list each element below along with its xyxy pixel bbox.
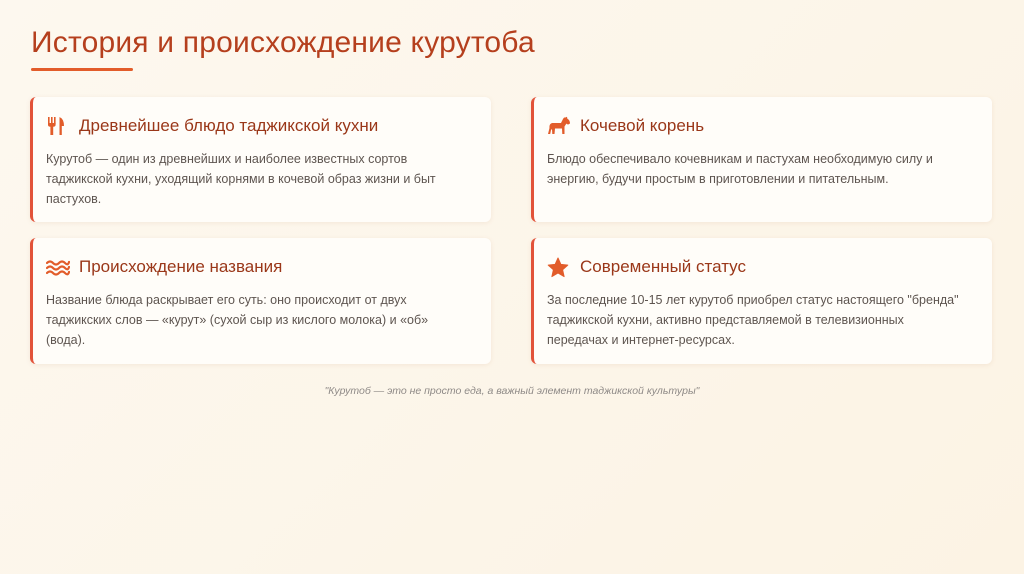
page-title: История и происхождение курутоба	[31, 26, 535, 59]
card-nomadic-root	[531, 97, 992, 222]
card-text: Блюдо обеспечивало кочевникам и пастухам необходимую силу и энергию, будучи простым в приготовлении и питательным.	[547, 152, 933, 186]
card-text: Название блюда раскрывает его суть: оно происходит от двух таджикских слов — «курут» (сухой сыр из кислого молока) и «об» (вода).	[46, 293, 429, 347]
card-header	[547, 115, 704, 137]
card-title: Современный статус	[580, 257, 746, 276]
card-title: Кочевой корень	[580, 116, 705, 135]
card-header	[547, 256, 746, 278]
star-icon	[547, 256, 571, 278]
water-icon	[46, 256, 70, 278]
card-text: Курутоб — один из древнейших и наиболее известных сортов таджикской кухни, уходящий корнями в кочевой образ жизни и быт пастухов.	[46, 152, 436, 206]
card-name-origin	[30, 238, 491, 364]
card-title: Древнейшее блюдо таджикской кухни	[79, 116, 379, 135]
footer-quote: "Курутоб — это не просто еда, а важный элемент таджикской культуры"	[324, 385, 700, 397]
card-text: За последние 10-15 лет курутоб приобрел статус настоящего "бренда" таджикской кухни, активно представляемой в телевизионных передачах и интернет-ресурсах.	[547, 293, 959, 347]
card-header	[46, 115, 378, 137]
card-modern-status	[531, 238, 992, 364]
card-title: Происхождение названия	[79, 257, 283, 276]
title-underline	[31, 68, 133, 71]
card-header	[46, 256, 282, 278]
utensils-icon	[46, 115, 70, 137]
card-ancient-dish	[30, 97, 491, 222]
horse-icon	[547, 115, 571, 137]
